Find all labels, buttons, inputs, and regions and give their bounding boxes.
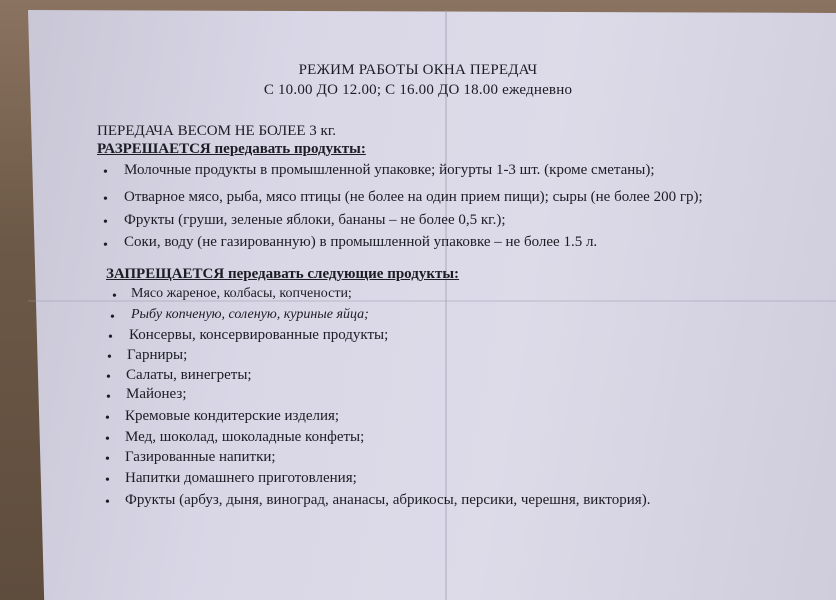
forbidden-item: Мед, шоколад, шоколадные конфеты; — [125, 429, 365, 445]
bullet-icon: • — [106, 390, 111, 405]
notice-schedule: С 10.00 ДО 12.00; С 16.00 ДО 18.00 ежедневно — [263, 82, 573, 98]
bullet-icon: • — [105, 473, 110, 488]
allowed-item: Молочные продукты в промышленной упаковке; йогурты 1-3 шт. (кроме сметаны); — [124, 162, 655, 178]
bullet-icon: • — [103, 192, 108, 207]
bullet-icon: • — [105, 495, 110, 510]
forbidden-item: Кремовые кондитерские изделия; — [125, 408, 340, 424]
forbidden-item: Газированные напитки; — [125, 449, 276, 465]
bullet-icon: • — [108, 330, 113, 345]
forbidden-item: Консервы, консервированные продукты; — [129, 327, 389, 343]
forbidden-item: Фрукты (арбуз, дыня, виноград, ананасы, абрикосы, персики, черешня, виктория). — [125, 492, 651, 508]
bullet-icon: • — [110, 310, 115, 325]
bullet-icon: • — [103, 215, 108, 230]
forbidden-item: Напитки домашнего приготовления; — [125, 470, 357, 486]
forbidden-item: Мясо жареное, колбасы, копчености; — [131, 286, 352, 301]
bullet-icon: • — [105, 411, 110, 426]
forbidden-item: Гарниры; — [127, 347, 188, 363]
forbidden-heading: ЗАПРЕЩАЕТСЯ передавать следующие продукты: — [106, 266, 460, 282]
bullet-icon: • — [105, 452, 110, 467]
notice-title: РЕЖИМ РАБОТЫ ОКНА ПЕРЕДАЧ — [298, 62, 538, 78]
forbidden-item: Рыбу копченую, соленую, куриные яйца; — [131, 307, 369, 322]
bullet-icon: • — [105, 432, 110, 447]
allowed-item: Отварное мясо, рыба, мясо птицы (не более на один прием пищи); сыры (не более 200 гр); — [124, 189, 703, 205]
bullet-icon: • — [103, 238, 108, 253]
forbidden-item: Майонез; — [126, 386, 187, 402]
bullet-icon: • — [103, 165, 108, 180]
allowed-item: Соки, воду (не газированную) в промышленной упаковке – не более 1.5 л. — [124, 234, 598, 250]
bullet-icon: • — [107, 350, 112, 365]
allowed-item: Фрукты (груши, зеленые яблоки, бананы – не более 0,5 кг.); — [124, 212, 506, 228]
weight-limit: ПЕРЕДАЧА ВЕСОМ НЕ БОЛЕЕ 3 кг. — [97, 123, 337, 139]
bullet-icon: • — [106, 370, 111, 385]
allowed-heading: РАЗРЕШАЕТСЯ передавать продукты: — [97, 141, 366, 157]
forbidden-item: Салаты, винегреты; — [126, 367, 252, 383]
bullet-icon: • — [112, 289, 117, 304]
